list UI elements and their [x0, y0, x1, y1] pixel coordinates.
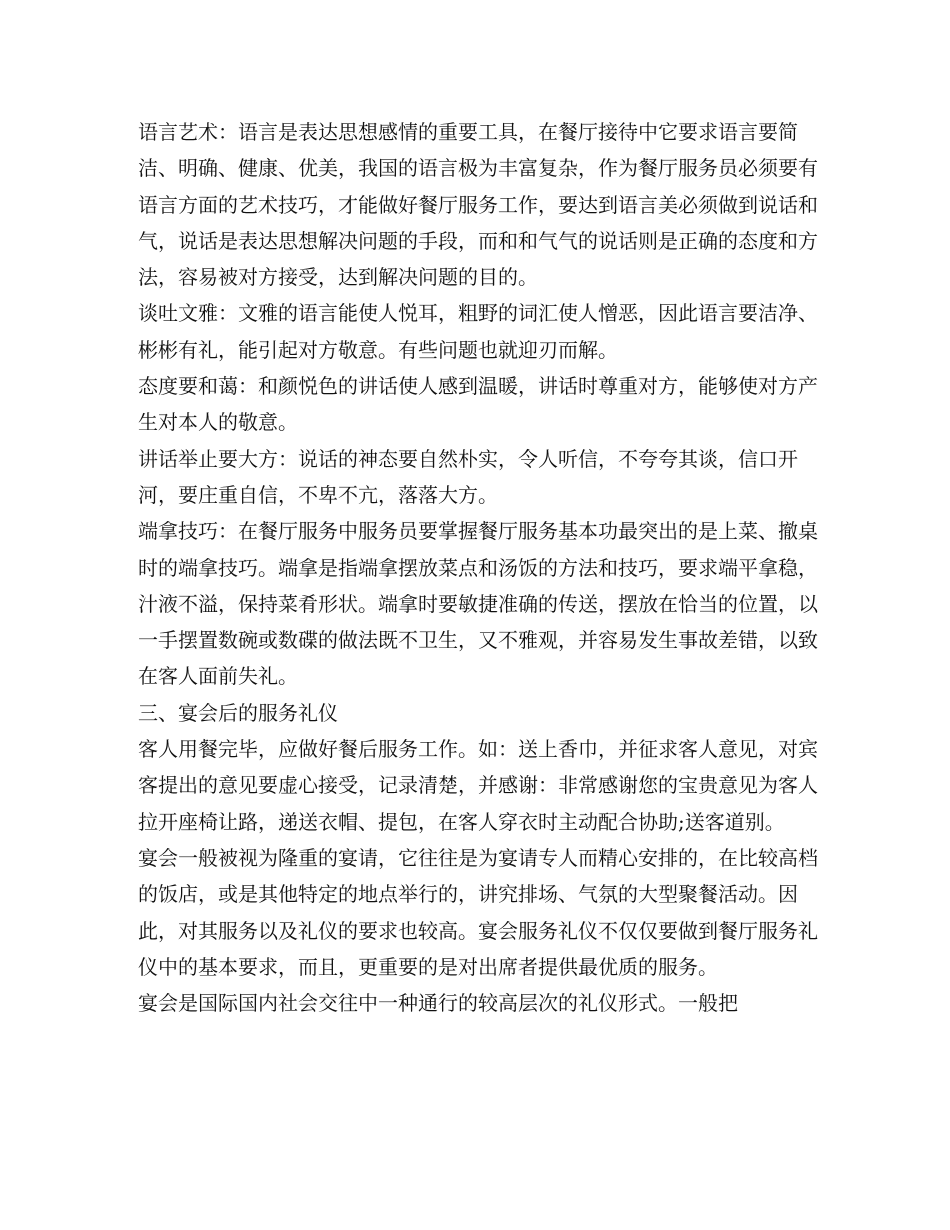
paragraph-banquet-overview: 宴会一般被视为隆重的宴请，它往往是为宴请专人而精心安排的，在比较高档的饭店，或是其他特定的地点举行的，讲究排场、气氛的大型聚餐活动。因此，对其服务以及礼仪的要求也较高。宴会服务礼仪不仅仅要做到餐厅服务礼仪中的基本要求，而且，更重要的是对出席者提供最优质的服务。 — [138, 845, 818, 979]
paragraph-elegant-speech: 谈吐文雅：文雅的语言能使人悦耳，粗野的词汇使人憎恶，因此语言要洁净、彬彬有礼，能引起对方敬意。有些问题也就迎刃而解。 — [138, 301, 818, 362]
paragraph-language-art: 语言艺术：语言是表达思想感情的重要工具，在餐厅接待中它要求语言要简洁、明确、健康、优美，我国的语言极为丰富复杂，作为餐厅服务员必须要有语言方面的艺术技巧，才能做好餐厅服务工作，要达到语言美必须做到说话和气，说话是表达思想解决问题的手段，而和和气气的说话则是正确的态度和方法，容易被对方接受，达到解决问题的目的。 — [138, 120, 818, 290]
paragraph-carrying-skills: 端拿技巧：在餐厅服务中服务员要掌握餐厅服务基本功最突出的是上菜、撤桌时的端拿技巧。端拿是指端拿摆放菜点和汤饭的方法和技巧，要求端平拿稳，汁液不溢，保持菜肴形状。端拿时要敏捷准确的传送，摆放在恰当的位置，以一手摆置数碗或数碟的做法既不卫生，又不雅观，并容易发生事故差错，以致在客人面前失礼。 — [138, 519, 818, 689]
paragraph-after-meal-service: 客人用餐完毕，应做好餐后服务工作。如：送上香巾，并征求客人意见，对宾客提出的意见要虚心接受，记录清楚，并感谢：非常感谢您的宝贵意见为客人拉开座椅让路，递送衣帽、提包，在客人穿衣时主动配合协助;送客道别。 — [138, 737, 818, 834]
paragraph-kind-attitude: 态度要和蔼：和颜悦色的讲话使人感到温暖，讲话时尊重对方，能够使对方产生对本人的敬意。 — [138, 374, 818, 435]
section-heading-post-banquet: 三、宴会后的服务礼仪 — [138, 700, 338, 725]
paragraph-banquet-etiquette: 宴会是国际国内社会交往中一种通行的较高层次的礼仪形式。一般把 — [138, 991, 738, 1016]
document-body — [138, 114, 828, 1021]
paragraph-generous-manner: 讲话举止要大方：说话的神态要自然朴实，令人听信，不夸夸其谈，信口开河，要庄重自信，不卑不亢，落落大方。 — [138, 446, 798, 507]
